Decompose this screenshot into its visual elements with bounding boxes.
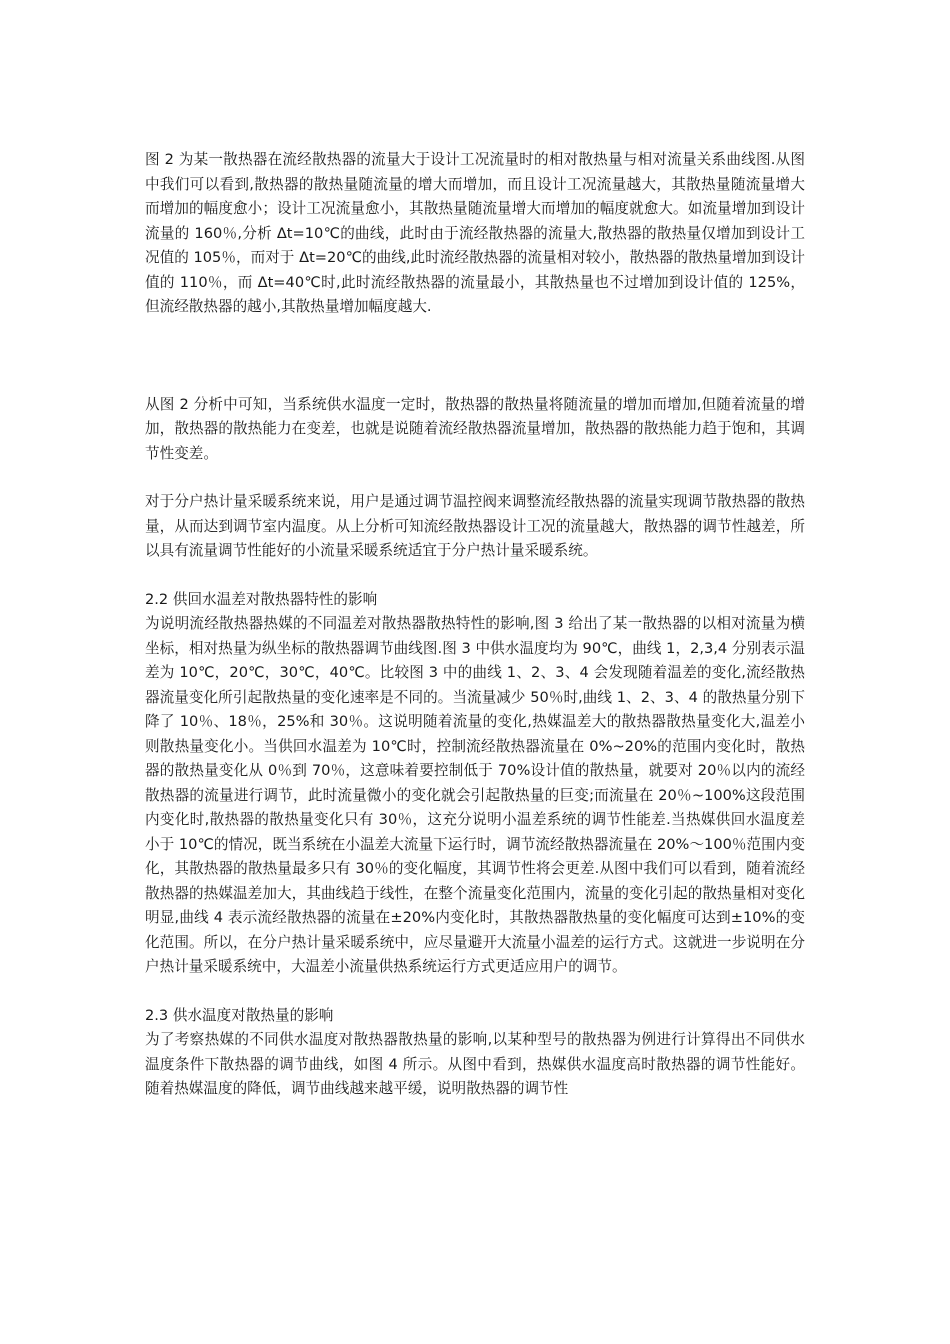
document-body bbox=[145, 148, 805, 1102]
paragraph-fig2-analysis: 从图 2 分析中可知，当系统供水温度一定时，散热器的散热量将随流量的增加而增加,但随着流量的增加，散热器的散热能力在变差，也就是说随着流经散热器流量增加，散热器的散热能力趋于饱和，其调节性变差。 bbox=[145, 395, 805, 462]
paragraph-fig2-description: 图 2 为某一散热器在流经散热器的流量大于设计工况流量时的相对散热量与相对流量关系曲线图.从图中我们可以看到,散热器的散热量随流量的增大而增加，而且设计工况流量越大，其散热量随流量增大而增加的幅度愈小；设计工况流量愈小，其散热量随流量增大而增加的幅度就愈大。如流量增加到设计流量的 160％,分析 Δt=10℃的曲线，此时由于流经散热器的流量大,散热器的散热量仅增加到设计工况值的 105％，而对于 Δt=20℃的曲线,此时流经散热器的流量相对较小，散热器的散热量增加到设计值的 110％，而 Δt=40℃时,此时流经散热器的流量最小，其散热量也不过增加到设计值的 125%，但流经散热器的越小,其散热量增加幅度越大. bbox=[145, 151, 805, 315]
paragraph-household-metering: 对于分户热计量采暖系统来说，用户是通过调节温控阀来调整流经散热器的流量实现调节散热器的散热量，从而达到调节室内温度。从上分析可知流经散热器设计工况的流量越大，散热器的调节性越差，所以具有流量调节性能好的小流量采暖系统适宜于分户热计量采暖系统。 bbox=[145, 493, 805, 559]
paragraph-temperature-difference: 为说明流经散热器热媒的不同温差对散热器散热特性的影响,图 3 给出了某一散热器的以相对流量为横坐标，相对热量为纵坐标的散热器调节曲线图.图 3 中供水温度均为 90℃，曲线 1，2,3,4 分别表示温差为 10℃，20℃，30℃，40℃。比较图 3 中的曲线 1、2、3、4 会发现随着温差的变化,流经散热器流量变化所引起散热量的变化速率是不同的。当流量减少 50％时,曲线 1、2、3、4 的散热量分别下降了 10％、18％，25%和 30％。这说明随着流量的变化,热媒温差大的散热器散热量变化大,温差小则散热量变化小。当供回水温差为 10℃时，控制流经散热器流量在 0%~20%的范围内变化时，散热器的散热量变化从 0％到 70％，这意味着要控制低于 70%设计值的散热量，就要对 20％以内的流经散热器的流量进行调节，此时流量微小的变化就会引起散热量的巨变;而流量在 20％~100%这段范围内变化时,散热器的散热量变化只有 30％，这充分说明小温差系统的调节性能差.当热媒供回水温度差小于 10℃的情况，既当系统在小温差大流量下运行时，调节流经散热器流量在 20%～100％范围内变化，其散热器的散热量最多只有 30％的变化幅度，其调节性将会更差.从图中我们可以看到，随着流经散热器的热媒温差加大，其曲线趋于线性，在整个流量变化范围内，流量的变化引起的散热量相对变化明显,曲线 4 表示流经散热器的流量在±20%内变化时，其散热器散热量的变化幅度可达到±10%的变化范围。所以，在分户热计量采暖系统中，应尽量避开大流量小温差的运行方式。这就进一步说明在分户热计量采暖系统中，大温差小流量供热系统运行方式更适应用户的调节。 bbox=[145, 615, 805, 975]
paragraph-supply-temperature: 为了考察热媒的不同供水温度对散热器散热量的影响,以某种型号的散热器为例进行计算得出不同供水温度条件下散热器的调节曲线，如图 4 所示。从图中看到，热媒供水温度高时散热器的调节性能好。随着热媒温度的降低，调节曲线越来越平缓，说明散热器的调节性 bbox=[145, 1031, 805, 1097]
section-heading-2-3: 2.3 供水温度对散热量的影响 bbox=[145, 1006, 334, 1024]
section-heading-2-2: 2.2 供回水温差对散热器特性的影响 bbox=[145, 590, 378, 608]
